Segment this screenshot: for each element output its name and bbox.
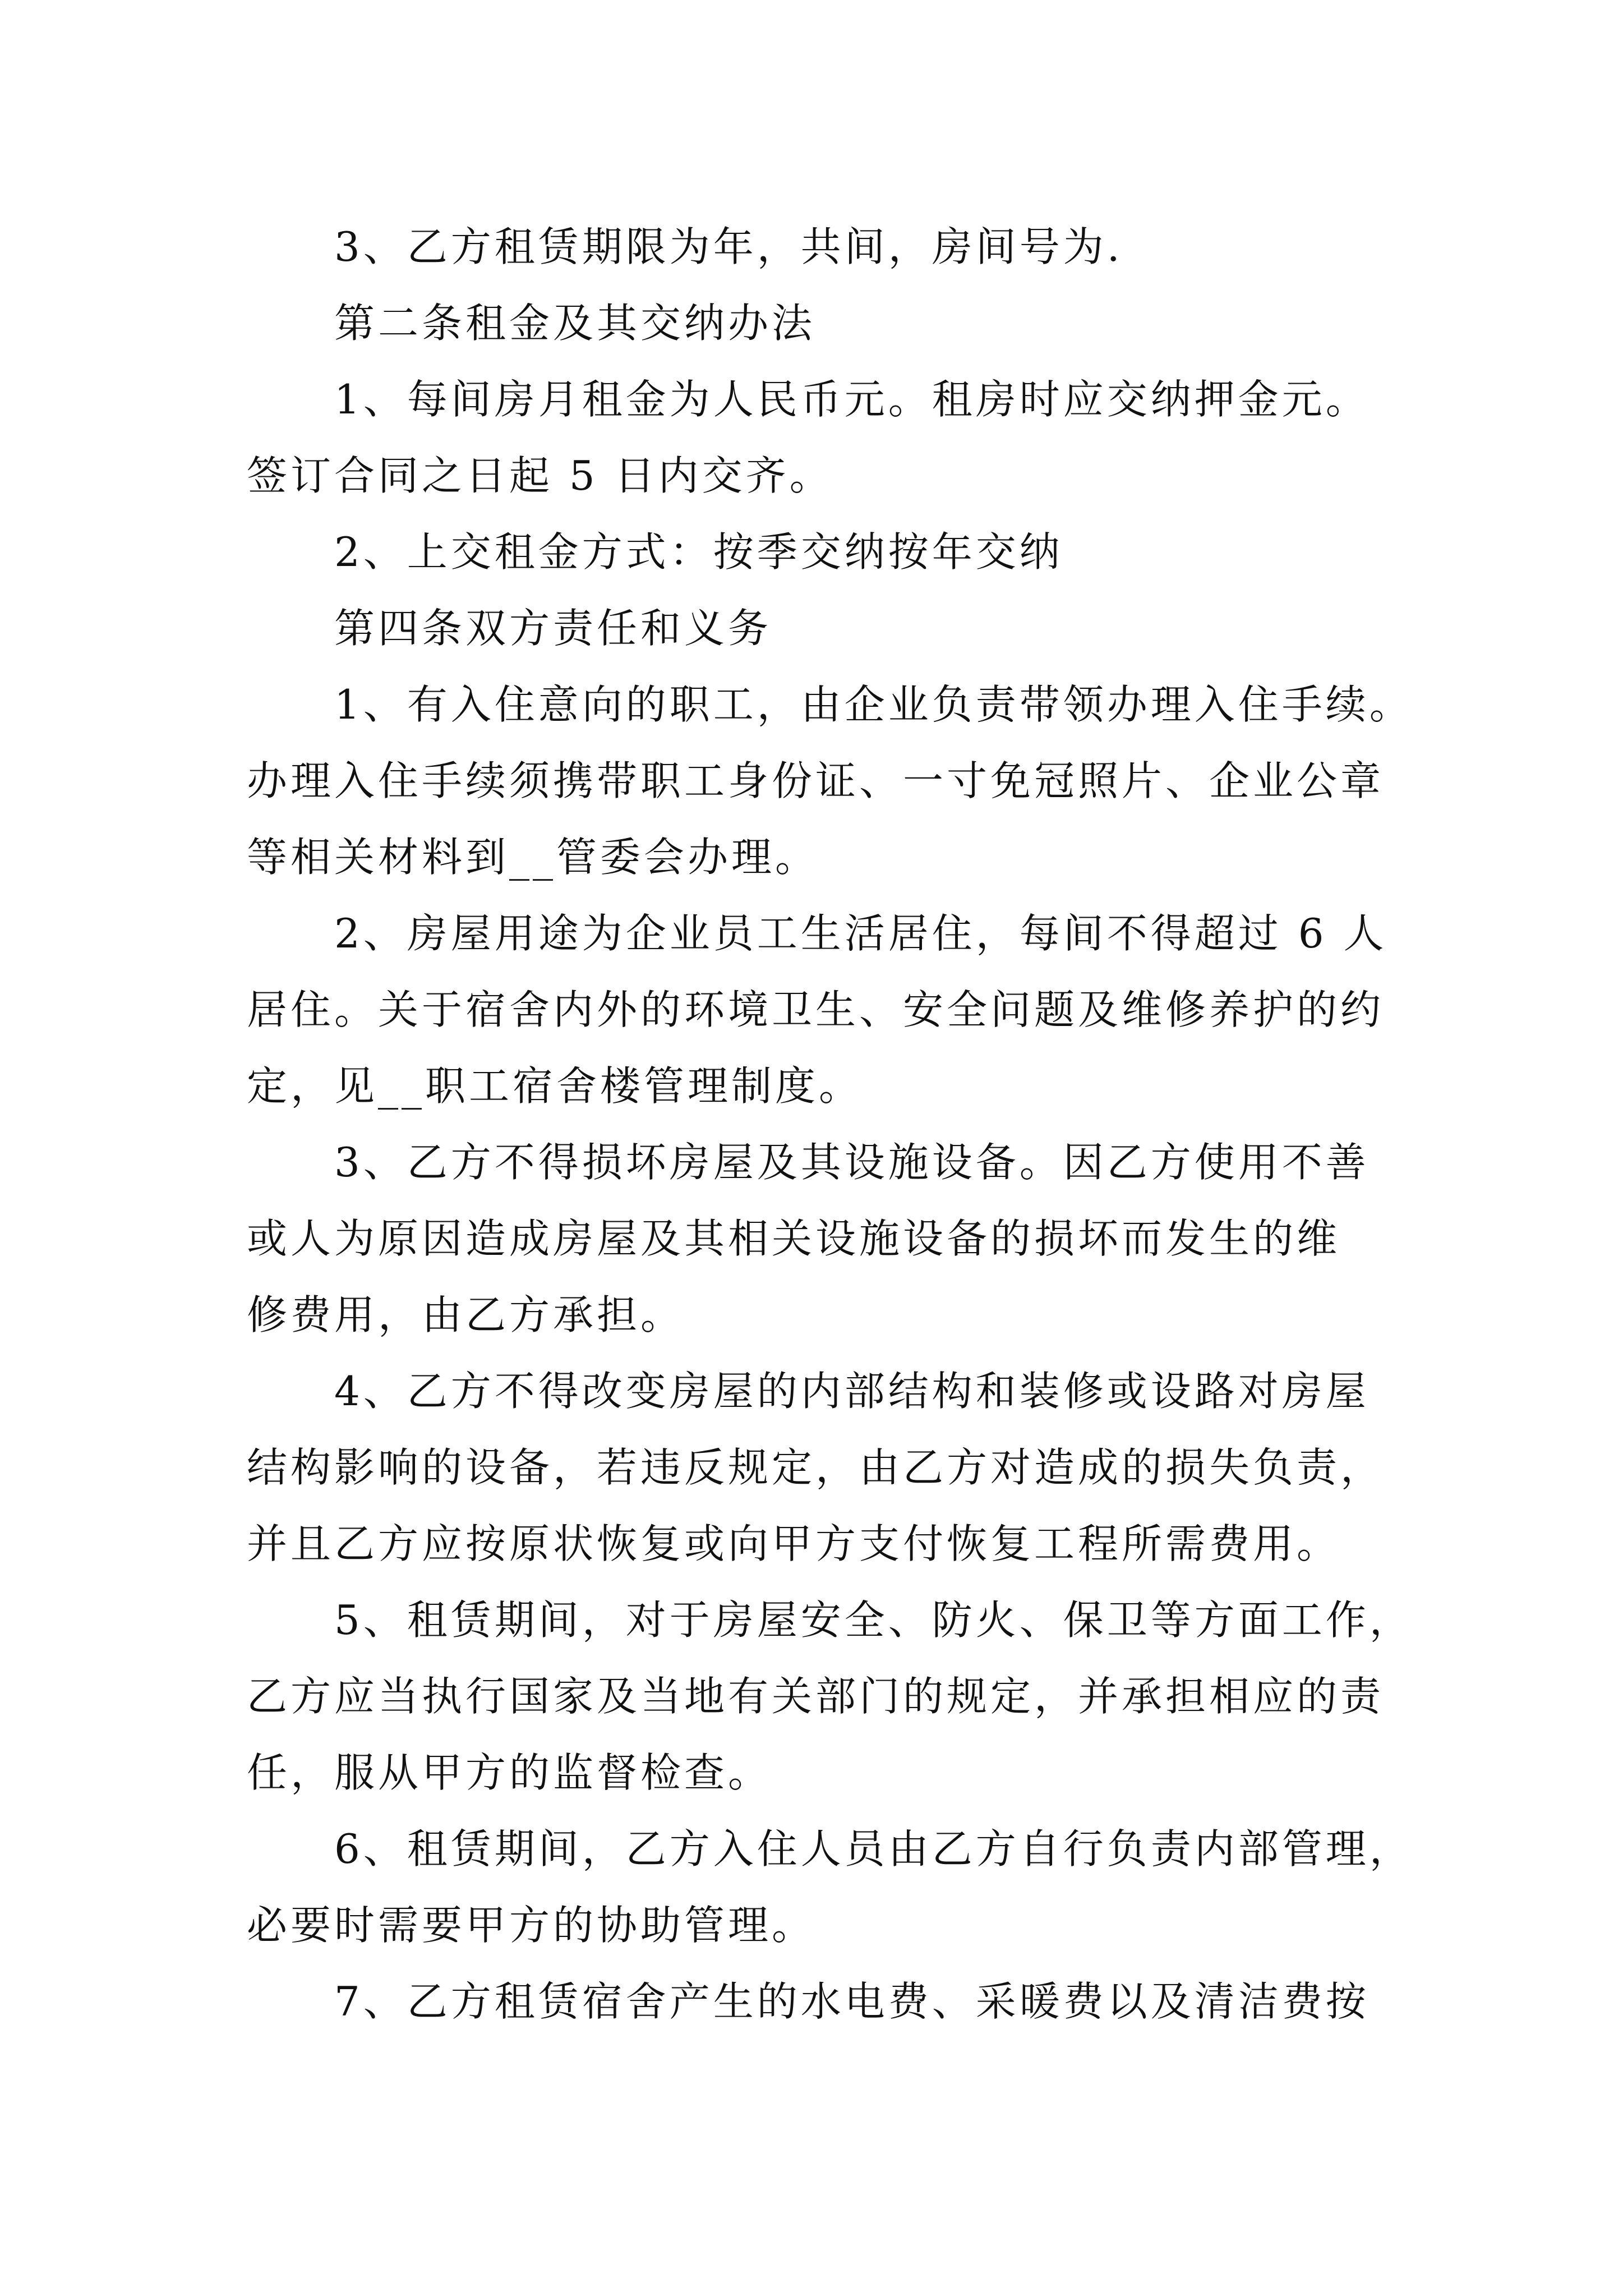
text-line: 等相关材料到__管委会办理。 (247, 834, 819, 881)
section-heading (247, 590, 1391, 666)
text-line: 签订合同之日起 5 日内交齐。 (247, 452, 833, 499)
text-line: 办理入住手续须携带职工身份证、一寸免冠照片、企业公章 (247, 757, 1385, 804)
text-line: 第四条双方责任和义务 (334, 605, 772, 652)
paragraph (247, 895, 1391, 1124)
text-line: 结构影响的设备，若违反规定，由乙方对造成的损失负责， (247, 1444, 1385, 1491)
paragraph (247, 1353, 1391, 1582)
text-line: 6、租赁期间，乙方入住人员由乙方自行负责内部管理， (334, 1825, 1413, 1872)
text-line: 2、房屋用途为企业员工生活居住，每间不得超过 6 人 (334, 910, 1387, 957)
text-line: 任，服从甲方的监督检查。 (247, 1749, 772, 1796)
paragraph (247, 1124, 1391, 1353)
text-line: 居住。关于宿舍内外的环境卫生、安全问题及维修养护的约 (247, 986, 1385, 1033)
section-heading (247, 285, 1391, 361)
text-line: 3、乙方租赁期限为年，共间，房间号为. (334, 223, 1123, 270)
text-line: 第二条租金及其交纳办法 (334, 300, 816, 347)
paragraph (247, 514, 1391, 590)
text-line: 4、乙方不得改变房屋的内部结构和装修或设路对房屋 (334, 1368, 1370, 1415)
paragraph (247, 1963, 1391, 2040)
text-line: 3、乙方不得损坏房屋及其设施设备。因乙方使用不善 (334, 1139, 1370, 1186)
paragraph (247, 209, 1391, 285)
text-line: 1、有入住意向的职工，由企业负责带领办理入住手续。 (334, 681, 1413, 728)
text-line: 7、乙方租赁宿舍产生的水电费、采暖费以及清洁费按 (334, 1978, 1370, 2025)
text-line: 修费用，由乙方承担。 (247, 1291, 685, 1338)
text-line: 定，见__职工宿舍楼管理制度。 (247, 1062, 863, 1110)
paragraph (247, 666, 1413, 895)
paragraph (247, 361, 1391, 514)
text-line: 并且乙方应按原状恢复或向甲方支付恢复工程所需费用。 (247, 1520, 1341, 1567)
paragraph (247, 1811, 1413, 1963)
text-line: 2、上交租金方式：按季交纳按年交纳 (334, 528, 1063, 576)
text-line: 乙方应当执行国家及当地有关部门的规定，并承担相应的责 (247, 1673, 1385, 1720)
text-line: 1、每间房月租金为人民币元。租房时应交纳押金元。 (334, 376, 1370, 423)
document-body (247, 209, 1413, 2040)
text-line: 必要时需要甲方的协助管理。 (247, 1902, 816, 1949)
text-line: 或人为原因造成房屋及其相关设施设备的损坏而发生的维 (247, 1215, 1341, 1262)
paragraph (247, 1582, 1413, 1811)
text-line: 5、租赁期间，对于房屋安全、防火、保卫等方面工作， (334, 1596, 1413, 1644)
